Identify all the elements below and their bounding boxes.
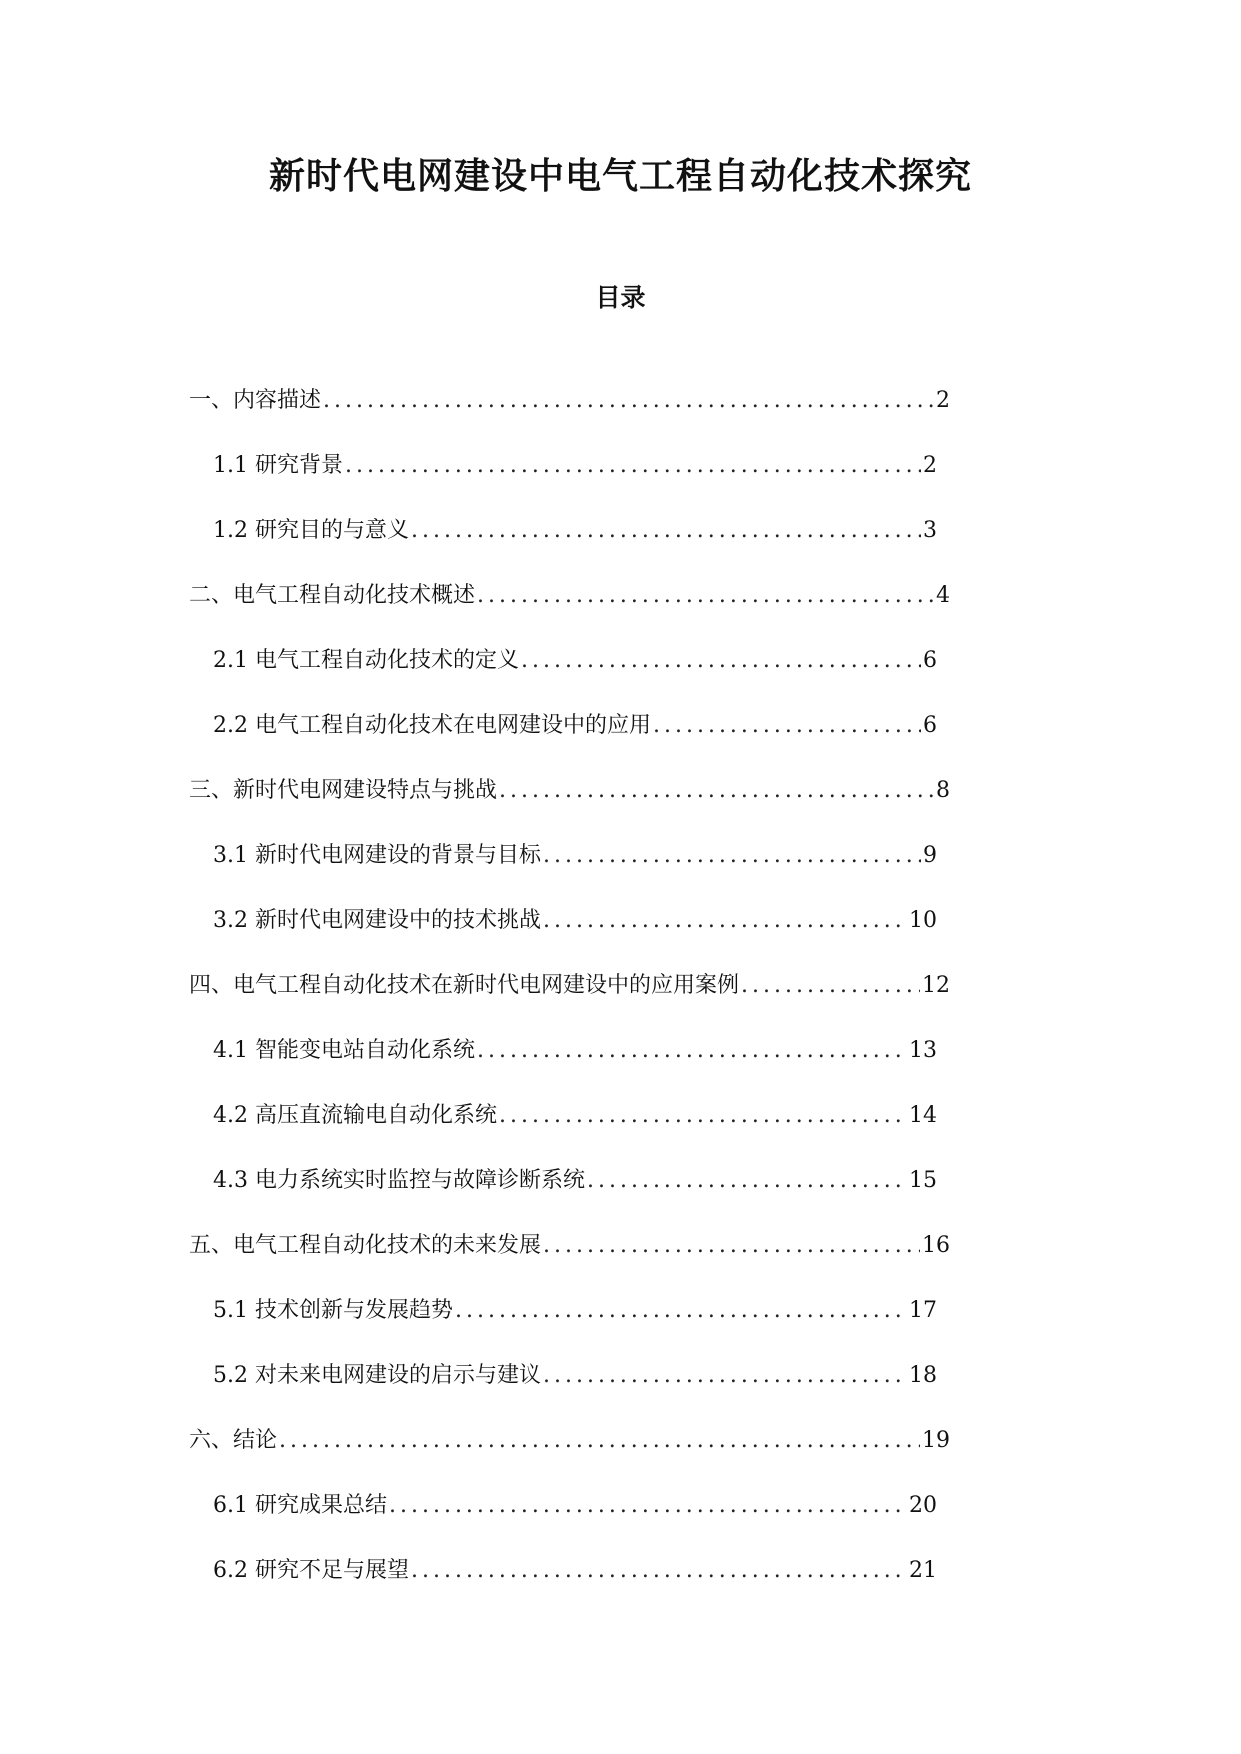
toc-dot-leader [477, 581, 934, 611]
toc-page-number: 9 [923, 843, 937, 868]
toc-entry-label: 二、电气工程自动化技术概述 [189, 583, 476, 608]
toc-page-number: 12 [922, 973, 950, 998]
toc-dot-leader [741, 971, 920, 1001]
toc-subsection-entry[interactable] [0, 1491, 937, 1556]
toc-dot-leader [543, 841, 921, 871]
toc-dot-leader [499, 1101, 907, 1131]
toc-entry-label: 1.2 研究目的与意义 [213, 518, 409, 543]
toc-entry-label: 五、电气工程自动化技术的未来发展 [189, 1233, 542, 1258]
toc-entry-label: 三、新时代电网建设特点与挑战 [189, 778, 498, 803]
toc-entry-label: 6.1 研究成果总结 [213, 1493, 387, 1518]
toc-page-number: 4 [936, 583, 950, 608]
toc-section-entry[interactable] [0, 1231, 950, 1296]
toc-subsection-entry[interactable] [0, 1036, 937, 1101]
toc-entry-label: 1.1 研究背景 [213, 453, 343, 478]
toc-section-entry[interactable] [0, 1426, 950, 1491]
toc-subsection-entry[interactable] [0, 516, 937, 581]
toc-subsection-entry[interactable] [0, 451, 937, 516]
toc-dot-leader [543, 906, 907, 936]
toc-heading: 目录 [595, 283, 646, 312]
document-title: 新时代电网建设中电气工程自动化技术探究 [268, 155, 972, 197]
toc-entry-label: 4.2 高压直流输电自动化系统 [213, 1103, 497, 1128]
toc-page-number: 10 [909, 908, 937, 933]
toc-entry-label: 四、电气工程自动化技术在新时代电网建设中的应用案例 [189, 973, 740, 998]
toc-entry-label: 5.2 对未来电网建设的启示与建议 [213, 1363, 541, 1388]
toc-entry-label: 2.2 电气工程自动化技术在电网建设中的应用 [213, 713, 651, 738]
toc-page-number: 8 [936, 778, 950, 803]
table-of-contents [0, 386, 1241, 1621]
toc-subsection-entry[interactable] [0, 841, 937, 906]
toc-dot-leader [587, 1166, 907, 1196]
toc-page-number: 2 [923, 453, 937, 478]
toc-section-entry[interactable] [0, 971, 950, 1036]
toc-dot-leader [543, 1361, 907, 1391]
toc-dot-leader [499, 776, 934, 806]
toc-dot-leader [455, 1296, 907, 1326]
toc-subsection-entry[interactable] [0, 906, 937, 971]
toc-subsection-entry[interactable] [0, 711, 937, 776]
toc-subsection-entry[interactable] [0, 1101, 937, 1166]
toc-page-number: 2 [936, 388, 950, 413]
toc-dot-leader [411, 516, 921, 546]
toc-section-entry[interactable] [0, 776, 950, 841]
toc-entry-label: 4.1 智能变电站自动化系统 [213, 1038, 475, 1063]
toc-dot-leader [323, 386, 934, 416]
toc-entry-label: 2.1 电气工程自动化技术的定义 [213, 648, 519, 673]
toc-page-number: 15 [909, 1168, 937, 1193]
toc-page-number: 18 [909, 1363, 937, 1388]
toc-subsection-entry[interactable] [0, 1296, 937, 1361]
toc-subsection-entry[interactable] [0, 646, 937, 711]
toc-page-number: 13 [909, 1038, 937, 1063]
toc-entry-label: 5.1 技术创新与发展趋势 [213, 1298, 453, 1323]
toc-dot-leader [279, 1426, 920, 1456]
toc-dot-leader [345, 451, 921, 481]
toc-subsection-entry[interactable] [0, 1166, 937, 1231]
toc-subsection-entry[interactable] [0, 1556, 937, 1621]
toc-dot-leader [411, 1556, 907, 1586]
toc-section-entry[interactable] [0, 581, 950, 646]
toc-entry-label: 六、结论 [189, 1428, 278, 1453]
toc-entry-label: 3.1 新时代电网建设的背景与目标 [213, 843, 541, 868]
toc-dot-leader [653, 711, 921, 741]
toc-page-number: 6 [923, 713, 937, 738]
toc-dot-leader [521, 646, 921, 676]
toc-subsection-entry[interactable] [0, 1361, 937, 1426]
toc-dot-leader [477, 1036, 907, 1066]
toc-page-number: 17 [909, 1298, 937, 1323]
toc-page-number: 14 [909, 1103, 937, 1128]
toc-page-number: 20 [909, 1493, 937, 1518]
toc-entry-label: 3.2 新时代电网建设中的技术挑战 [213, 908, 541, 933]
toc-section-entry[interactable] [0, 386, 950, 451]
toc-dot-leader [389, 1491, 907, 1521]
toc-entry-label: 一、内容描述 [189, 388, 322, 413]
toc-page-number: 3 [923, 518, 937, 543]
toc-page-number: 19 [922, 1428, 950, 1453]
toc-entry-label: 4.3 电力系统实时监控与故障诊断系统 [213, 1168, 585, 1193]
toc-page-number: 21 [909, 1558, 937, 1583]
toc-page-number: 6 [923, 648, 937, 673]
toc-entry-label: 6.2 研究不足与展望 [213, 1558, 409, 1583]
toc-page-number: 16 [922, 1233, 950, 1258]
toc-dot-leader [543, 1231, 920, 1261]
